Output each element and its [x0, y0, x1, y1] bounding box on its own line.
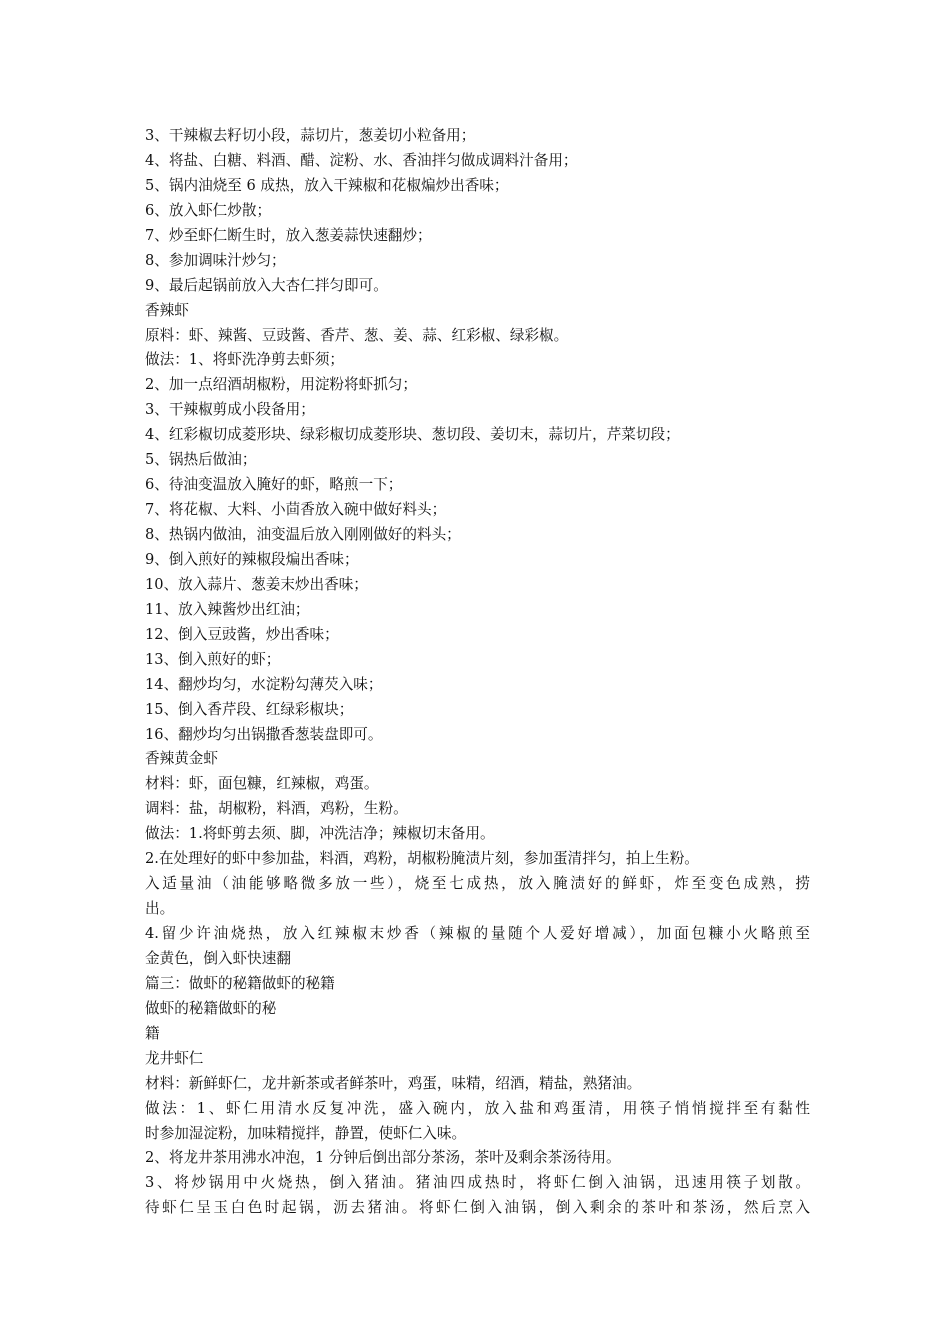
text-line: 待虾仁呈玉白色时起锅，沥去猪油。将虾仁倒入油锅，倒入剩余的茶叶和茶汤，然后烹入 [145, 1199, 810, 1217]
text-line: 3、干辣椒去籽切小段，蒜切片，葱姜切小粒备用； [145, 127, 476, 144]
text-line: 调料：盐，胡椒粉，料酒，鸡粉，生粉。 [145, 800, 408, 818]
text-line: 16、翻炒均匀出锅撒香葱装盘即可。 [145, 725, 383, 743]
text-line: 做法：1、虾仁用清水反复冲洗，盛入碗内，放入盐和鸡蛋清，用筷子悄悄搅拌至有黏性 [145, 1099, 810, 1117]
text-line: 2、加一点绍酒胡椒粉，用淀粉将虾抓匀； [145, 376, 417, 394]
text-line: 3、干辣椒剪成小段备用； [145, 401, 315, 419]
text-line: 9、最后起锅前放入大杏仁拌匀即可。 [145, 276, 388, 294]
text-line: 篇三：做虾的秘籍做虾的秘籍 [145, 974, 335, 992]
text-line: 材料：虾，面包糠，红辣椒，鸡蛋。 [145, 775, 379, 793]
text-line: 9、倒入煎好的辣椒段煸出香味； [145, 550, 359, 568]
text-line: 香辣黄金虾 [145, 750, 218, 768]
text-line: 15、倒入香芹段、红绿彩椒块； [145, 700, 354, 718]
text-line: 2.在处理好的虾中参加盐，料酒，鸡粉，胡椒粉腌渍片刻，参加蛋清拌匀，拍上生粉。 [145, 850, 699, 868]
text-line: 做法：1、将虾洗净剪去虾须； [145, 351, 345, 369]
text-line: 6、待油变温放入腌好的虾，略煎一下； [145, 476, 403, 494]
text-line: 6、放入虾仁炒散； [145, 201, 272, 219]
text-line: 5、锅热后做油； [145, 451, 257, 469]
text-line: 5、锅内油烧至 6 成热，放入干辣椒和花椒煸炒出香味； [145, 176, 509, 194]
text-line: 7、炒至虾仁断生时，放入葱姜蒜快速翻炒； [145, 226, 432, 244]
text-line: 做虾的秘籍做虾的秘 [145, 999, 277, 1017]
document-body [145, 124, 810, 1221]
text-line: 7、将花椒、大料、小茴香放入碗中做好料头； [145, 501, 447, 519]
text-line: 12、倒入豆豉酱，炒出香味； [145, 625, 339, 643]
text-line: 10、放入蒜片、葱姜末炒出香味； [145, 575, 368, 593]
text-line: 时参加湿淀粉，加味精搅拌，静置，使虾仁入味。 [145, 1124, 467, 1142]
text-line: 4、将盐、白糖、料酒、醋、淀粉、水、香油拌匀做成调料汁备用； [145, 151, 578, 169]
text-line: 龙井虾仁 [145, 1049, 204, 1067]
text-line: 材料：新鲜虾仁，龙井新茶或者鲜茶叶，鸡蛋，味精，绍酒，精盐，熟猪油。 [145, 1074, 642, 1092]
text-line: 3、将炒锅用中火烧热，倒入猪油。猪油四成热时，将虾仁倒入油锅，迅速用筷子划散。 [145, 1174, 810, 1192]
text-line: 2、将龙井茶用沸水冲泡，1 分钟后倒出部分茶汤，茶叶及剩余茶汤待用。 [145, 1149, 621, 1167]
text-line: 4、红彩椒切成菱形块、绿彩椒切成菱形块、葱切段、姜切末，蒜切片，芹菜切段； [145, 426, 680, 444]
text-line: 籍 [145, 1024, 160, 1042]
text-line: 8、参加调味汁炒匀； [145, 251, 286, 269]
text-line: 金黄色，倒入虾快速翻 [145, 949, 291, 967]
text-line: 做法：1.将虾剪去须、脚，冲洗洁净；辣椒切末备用。 [145, 825, 495, 843]
text-line: 出。 [145, 900, 175, 918]
text-line: 11、放入辣酱炒出红油； [145, 600, 310, 618]
text-line: 入适量油（油能够略微多放一些），烧至七成热，放入腌渍好的鲜虾，炸至变色成熟，捞 [145, 875, 810, 893]
text-line: 4.留少许油烧热，放入红辣椒末炒香（辣椒的量随个人爱好增减），加面包糠小火略煎至 [145, 925, 810, 942]
text-line: 香辣虾 [145, 301, 189, 319]
text-line: 14、翻炒均匀，水淀粉勾薄芡入味； [145, 675, 383, 693]
text-line: 原料：虾、辣酱、豆豉酱、香芹、葱、姜、蒜、红彩椒、绿彩椒。 [145, 326, 569, 344]
text-line: 8、热锅内做油，油变温后放入刚刚做好的料头； [145, 526, 461, 543]
text-line: 13、倒入煎好的虾； [145, 650, 281, 668]
